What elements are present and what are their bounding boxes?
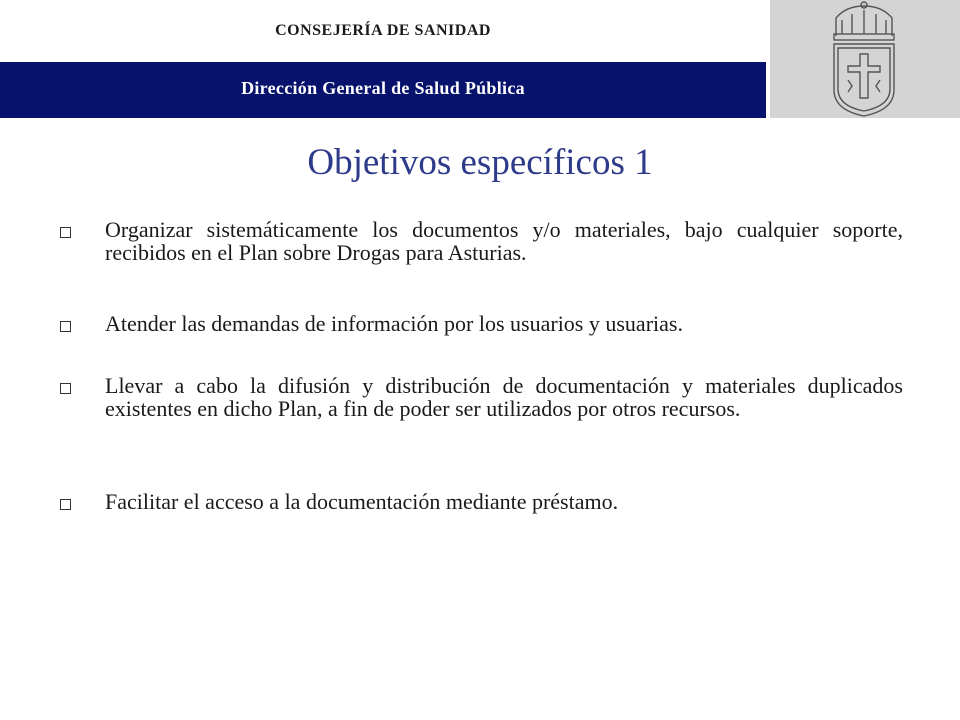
bullet-square-icon — [60, 227, 71, 238]
emblem-panel — [770, 0, 960, 118]
asturias-coat-of-arms-icon — [826, 0, 902, 118]
department-title: CONSEJERÍA DE SANIDAD — [275, 22, 491, 39]
bullet-square-icon — [60, 499, 71, 510]
bullet-square-icon — [60, 383, 71, 394]
bullet-text: Atender las demandas de información por los usuarios y usuarias. — [105, 311, 683, 336]
directorate-title: Dirección General de Salud Pública — [241, 78, 525, 98]
slide-title: Objetivos específicos 1 — [307, 142, 653, 183]
bullet-text: Facilitar el acceso a la documentación mediante préstamo. — [105, 489, 619, 514]
bullet-text: Organizar sistemáticamente los documentos y/o materiales, bajo cualquier soporte, recibidos en el Plan sobre Drogas para Asturias. — [105, 217, 903, 265]
bullet-square-icon — [60, 321, 71, 332]
bullet-text: Llevar a cabo la difusión y distribución de documentación y materiales duplicados existentes en dicho Plan, a fin de poder ser utilizados por otros recursos. — [105, 373, 903, 421]
